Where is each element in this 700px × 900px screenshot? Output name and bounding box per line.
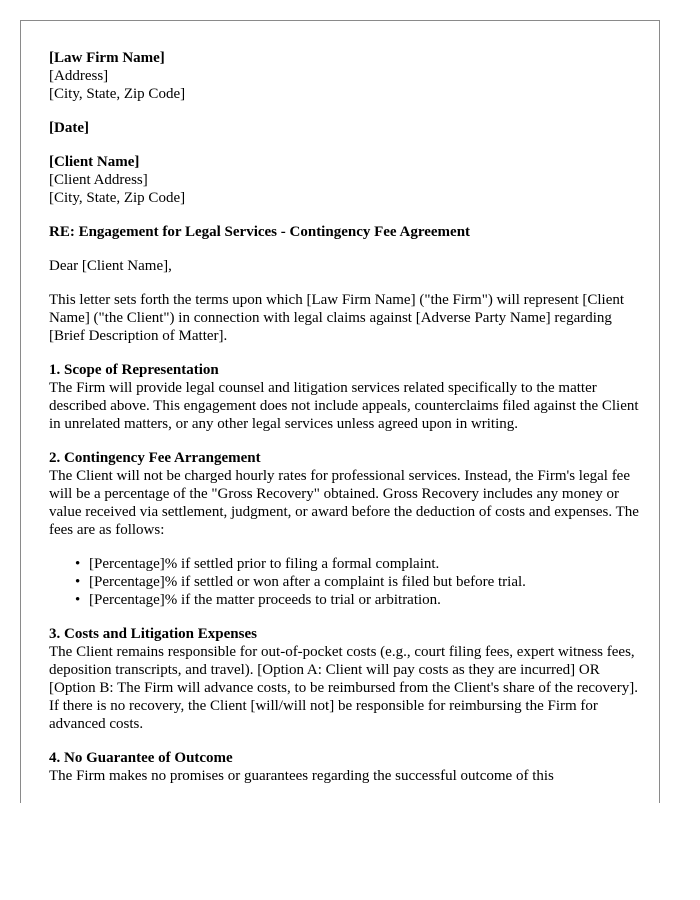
list-item-text: [Percentage]% if the matter proceeds to trial or arbitration. (89, 592, 441, 608)
bullet-icon: • (75, 556, 81, 572)
client-city-state-zip: [City, State, Zip Code] (49, 190, 186, 206)
list-item (75, 573, 641, 591)
firm-address: [Address] (49, 68, 109, 84)
letter-content (49, 49, 641, 801)
bullet-icon: • (75, 592, 81, 608)
section-title: 3. Costs and Litigation Expenses (49, 626, 257, 642)
client-address: [Client Address] (49, 172, 148, 188)
bullet-icon: • (75, 574, 81, 590)
fee-list (49, 555, 641, 609)
list-item-text: [Percentage]% if settled prior to filing a formal complaint. (89, 556, 440, 572)
section-body: The Client remains responsible for out-of-pocket costs (e.g., court filing fees, expert witness fees, deposition transcripts, and travel). [Option A: Client will pay costs as they are incurred] OR [Option B: The Firm will advance costs, to be reimbursed from the Client's share of the recovery]. If there is no recovery, the Client [will/will not] be responsible for reimbursing the Firm for advanced costs. (49, 644, 638, 732)
section-costs (49, 625, 641, 733)
list-item (75, 555, 641, 573)
section-fee (49, 449, 641, 539)
section-title: 4. No Guarantee of Outcome (49, 750, 233, 766)
list-item (75, 591, 641, 609)
list-item-text: [Percentage]% if settled or won after a complaint is filed but before trial. (89, 574, 526, 590)
date-block (49, 119, 641, 137)
subject-block (49, 223, 641, 241)
section-title: 1. Scope of Representation (49, 362, 219, 378)
subject-line: RE: Engagement for Legal Services - Contingency Fee Agreement (49, 224, 471, 240)
section-no-guarantee (49, 749, 641, 785)
section-body: The Firm will provide legal counsel and litigation services related specifically to the matter described above. This engagement does not include appeals, counterclaims filed against the Client in unrelated matters, or any other legal services unless agreed upon in writing. (49, 380, 639, 432)
letter-page (20, 20, 660, 803)
section-body: The Client will not be charged hourly rates for professional services. Instead, the Firm's legal fee will be a percentage of the "Gross Recovery" obtained. Gross Recovery includes any money or value received via settlement, judgment, or award before the deduction of costs and expenses. The fees are as follows: (49, 468, 639, 538)
client-block (49, 153, 641, 207)
intro-paragraph: This letter sets forth the terms upon which [Law Firm Name] ("the Firm") will represent [Client Name] ("the Client") in connection with legal claims against [Adverse Party Name] regarding [Brief Description of Matter]. (49, 292, 625, 344)
firm-name: [Law Firm Name] (49, 50, 165, 66)
section-body: The Firm makes no promises or guarantees regarding the successful outcome of this (49, 768, 554, 784)
firm-city-state-zip: [City, State, Zip Code] (49, 86, 186, 102)
salutation-block (49, 257, 641, 275)
intro-block (49, 291, 641, 345)
client-name: [Client Name] (49, 154, 140, 170)
salutation: Dear [Client Name], (49, 258, 172, 274)
section-scope (49, 361, 641, 433)
section-title: 2. Contingency Fee Arrangement (49, 450, 261, 466)
letter-date: [Date] (49, 120, 89, 136)
letterhead (49, 49, 641, 103)
